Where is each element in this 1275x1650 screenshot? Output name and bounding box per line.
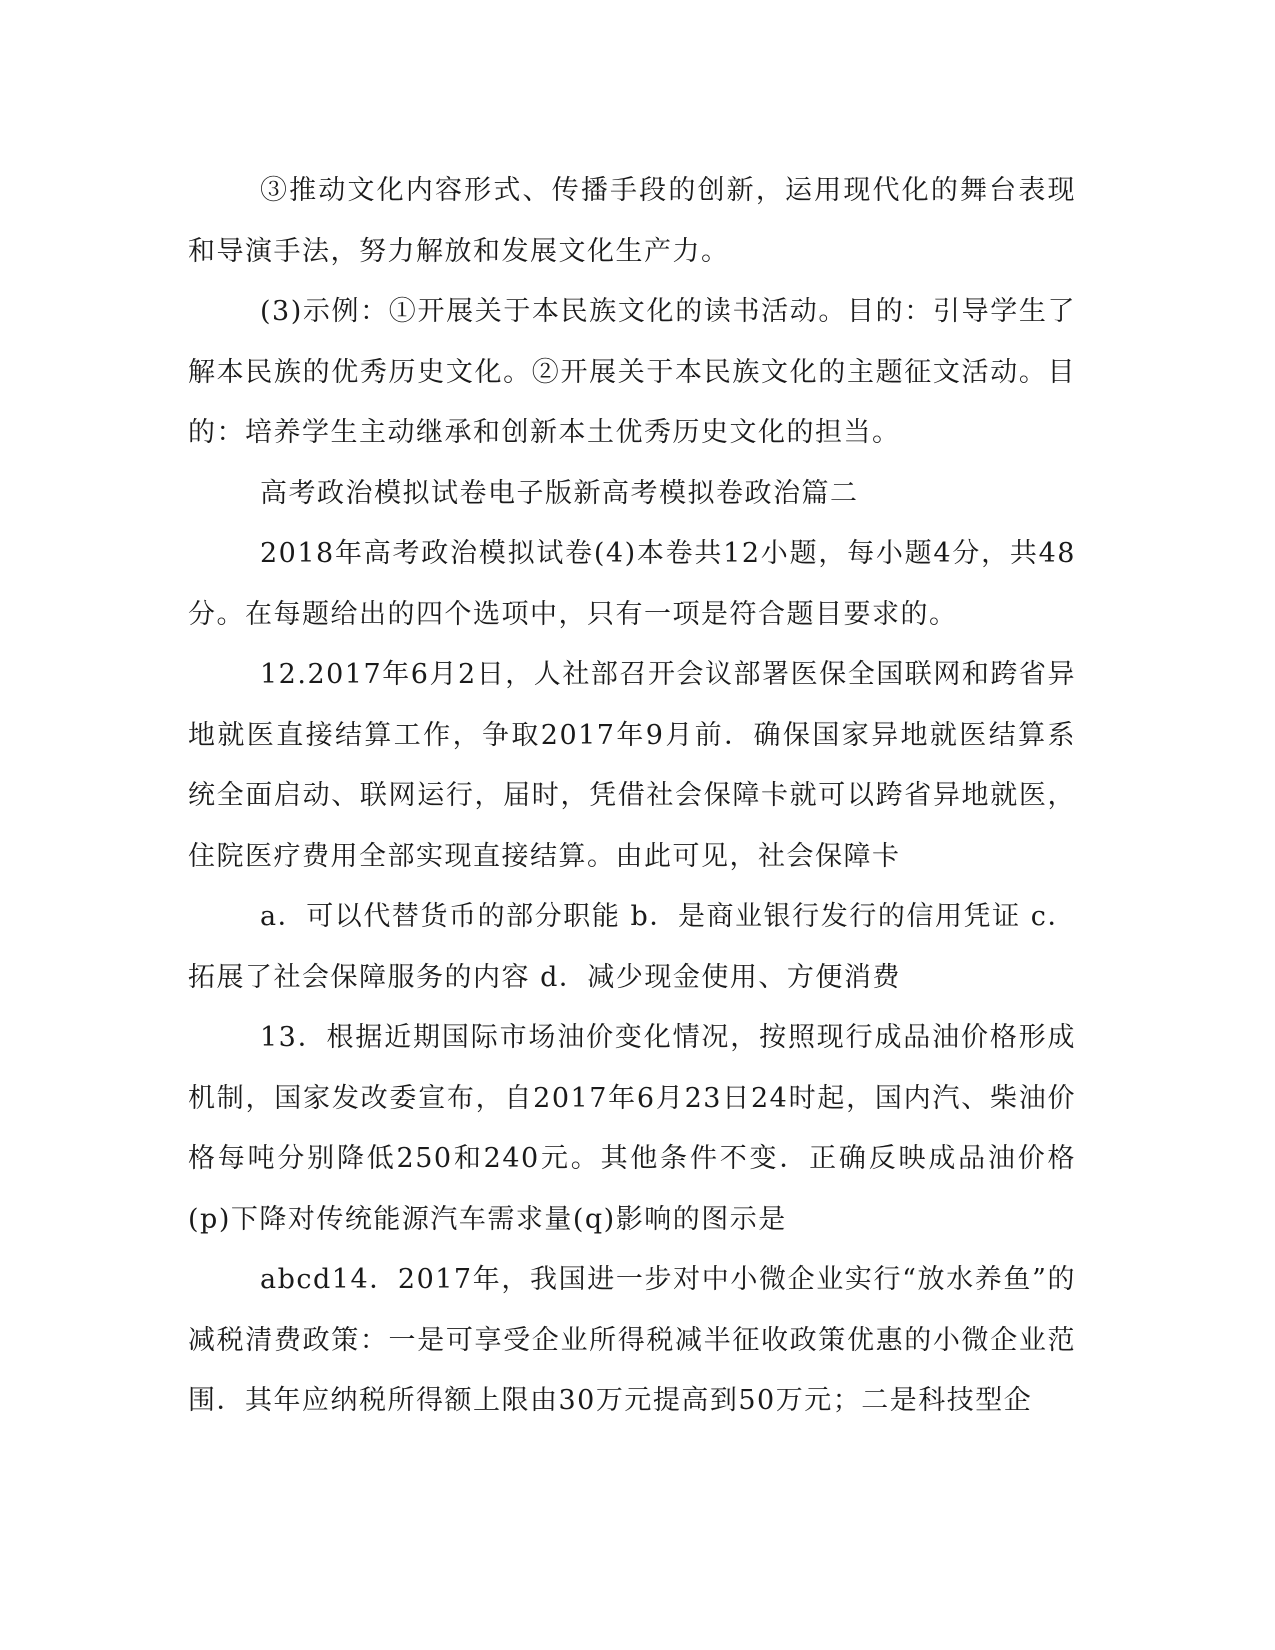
question-14: abcd14．2017年，我国进一步对中小微企业实行“放水养鱼”的减税清费政策：一是可享受企业所得税减半征收政策优惠的小微企业范围．其年应纳税所得额上限由30万元提高到50万元；二是科技型企: [188, 1264, 1076, 1416]
section-heading: 高考政治模拟试卷电子版新高考模拟卷政治篇二: [260, 477, 859, 509]
question-12-options: a．可以代替货币的部分职能 b．是商业银行发行的信用凭证 c．拓展了社会保障服务的内容 d．减少现金使用、方便消费: [188, 901, 1076, 993]
question-12: 12.2017年6月2日，人社部召开会议部署医保全国联网和跨省异地就医直接结算工作，争取2017年9月前．确保国家异地就医结算系统全面启动、联网运行，届时，凭借社会保障卡就可以跨省异地就医，住院医疗费用全部实现直接结算。由此可见，社会保障卡: [188, 659, 1076, 872]
paragraph-answer-3: ③推动文化内容形式、传播手段的创新，运用现代化的舞台表现和导演手法，努力解放和发展文化生产力。: [188, 175, 1076, 267]
paragraph-example: (3)示例：①开展关于本民族文化的读书活动。目的：引导学生了解本民族的优秀历史文化。②开展关于本民族文化的主题征文活动。目的：培养学生主动继承和创新本土优秀历史文化的担当。: [188, 296, 1076, 448]
question-13: 13．根据近期国际市场油价变化情况，按照现行成品油价格形成机制，国家发改委宣布，自2017年6月23日24时起，国内汽、柴油价格每吨分别降低250和240元。其他条件不变．正确反映成品油价格(p)下降对传统能源汽车需求量(q)影响的图示是: [188, 1022, 1076, 1235]
paragraph-exam-intro: 2018年高考政治模拟试卷(4)本卷共12小题，每小题4分，共48分。在每题给出的四个选项中，只有一项是符合题目要求的。: [188, 538, 1076, 630]
document-body: [188, 161, 1076, 1432]
